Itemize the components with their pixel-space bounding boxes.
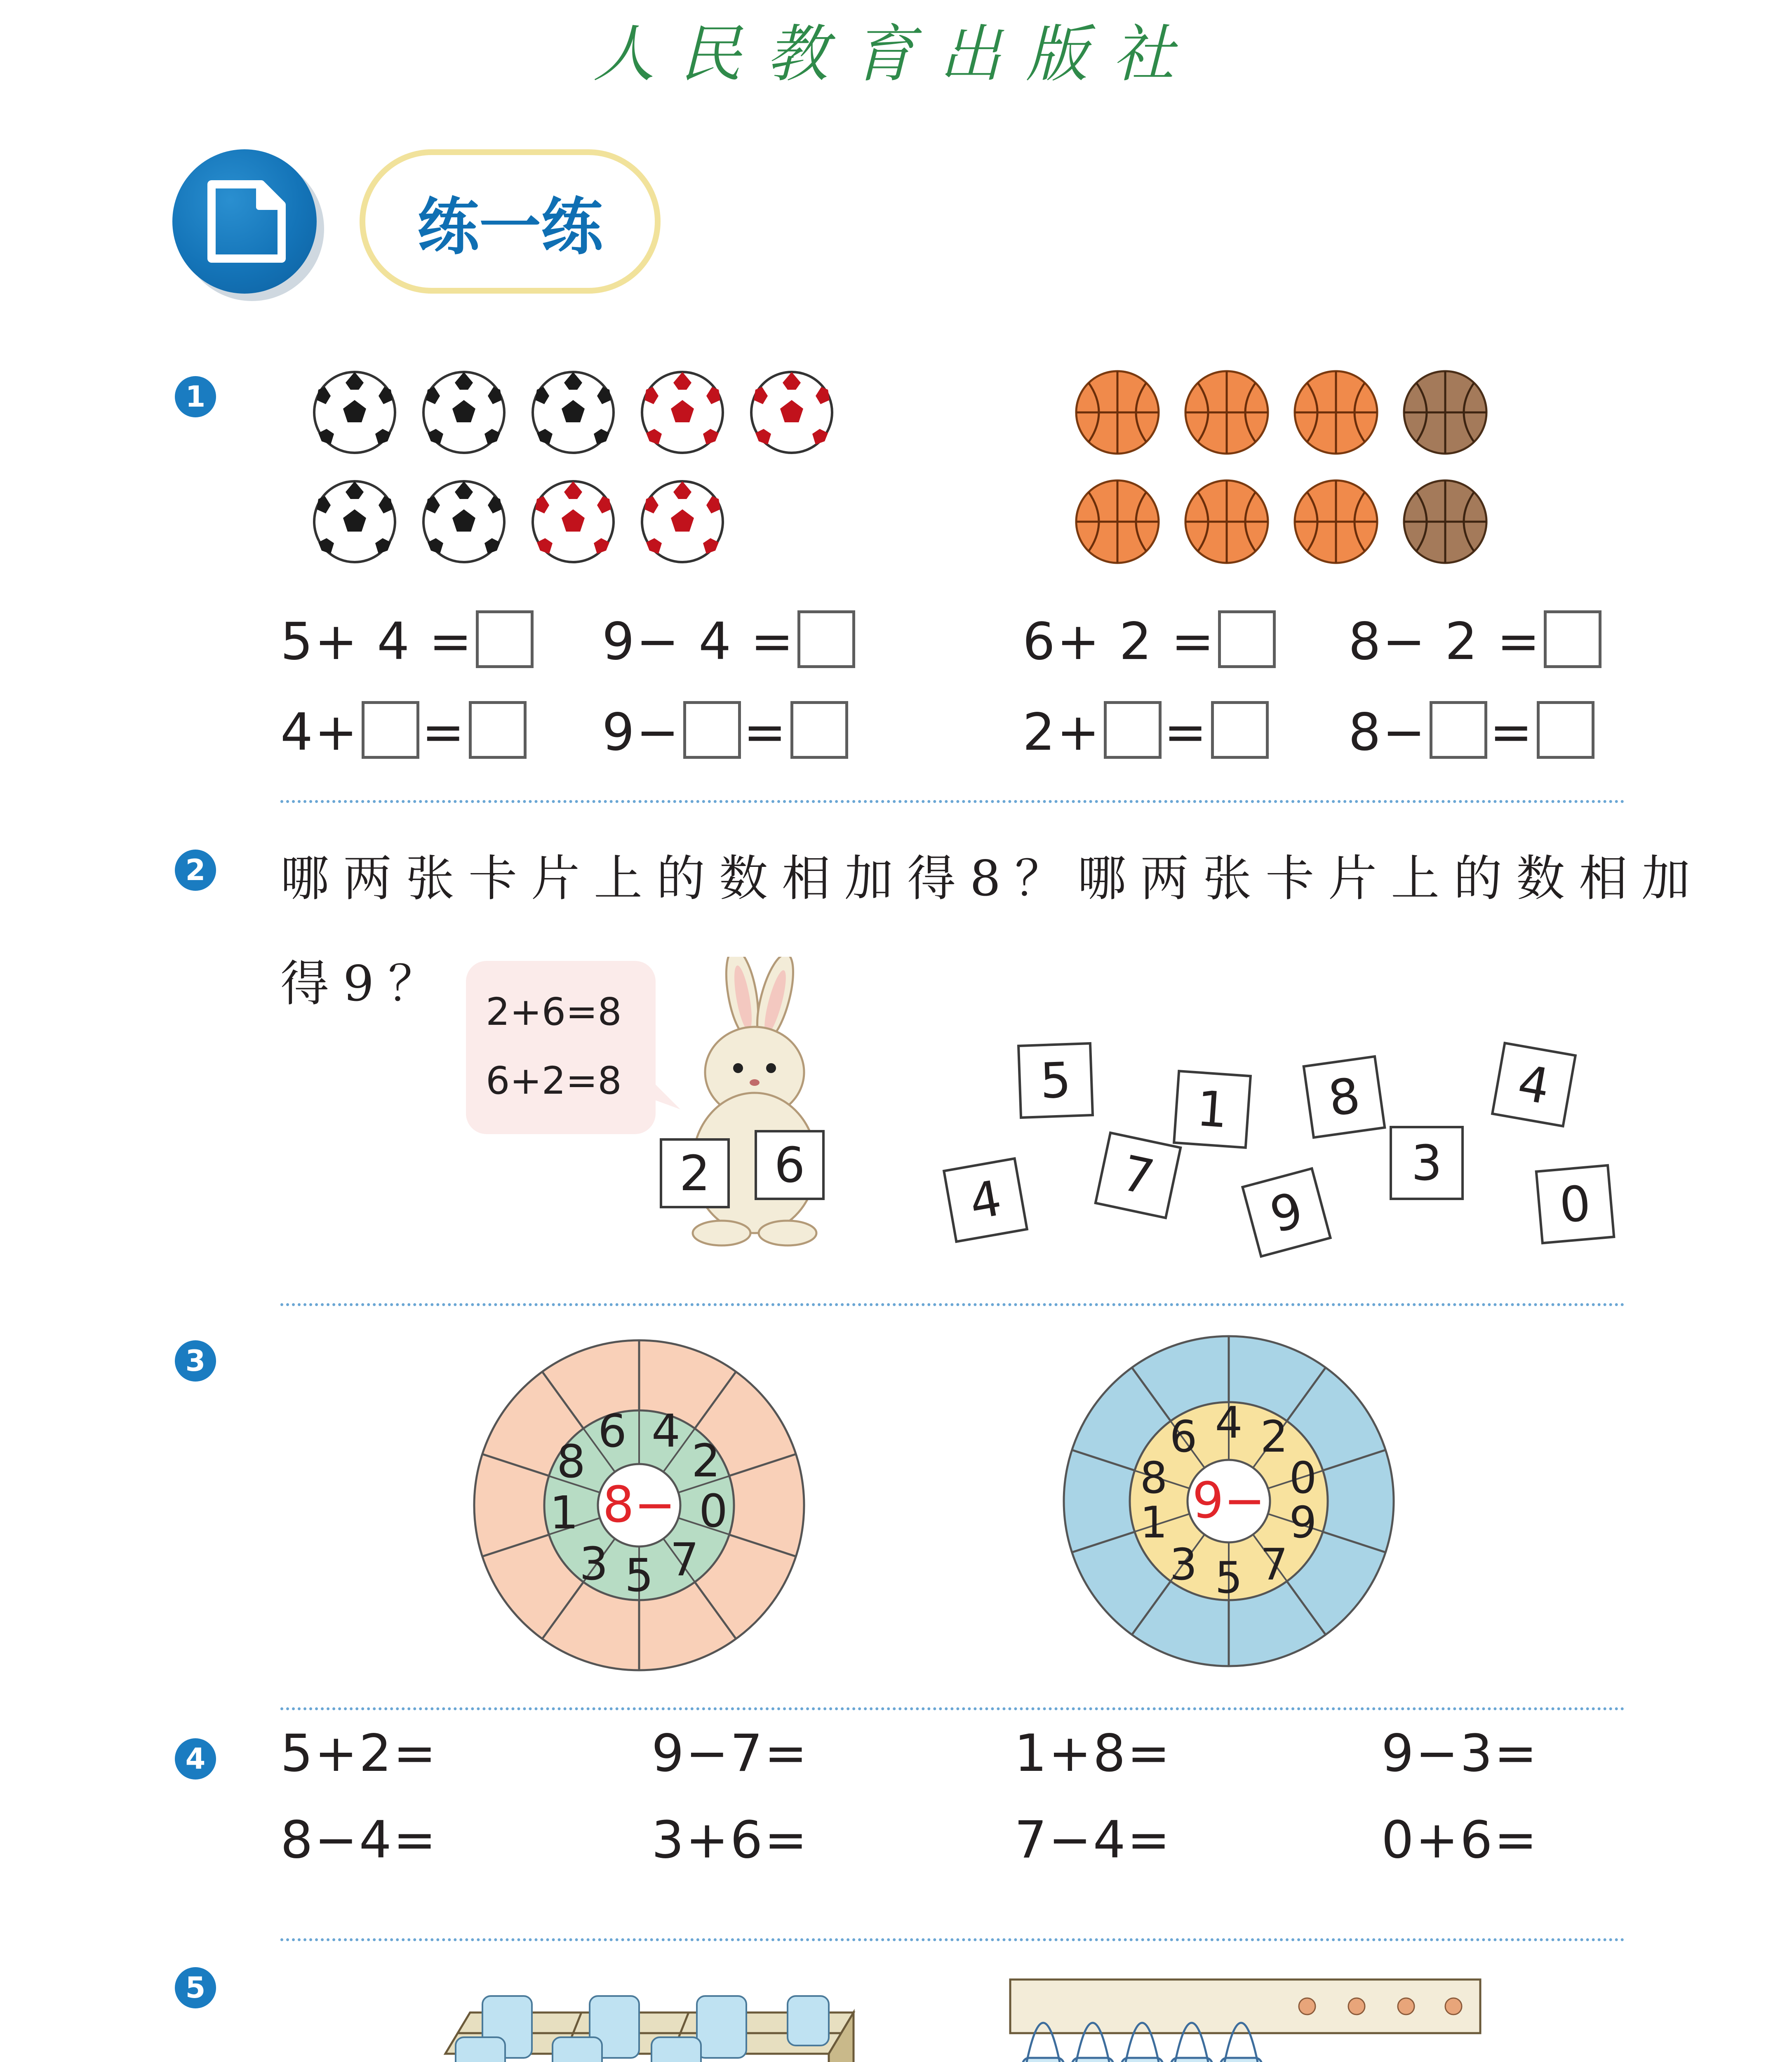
wheel2-number: 6 <box>1169 1412 1197 1462</box>
q1-equation-5: 4+ = <box>280 701 529 762</box>
glue-box-illustration <box>416 1988 862 2062</box>
publisher-header: 人民教育出版社 <box>593 19 1199 90</box>
document-icon <box>172 149 317 294</box>
number-card[interactable]: 1 <box>1173 1070 1252 1149</box>
bubble-equation-1: 2+6=8 <box>486 990 622 1034</box>
wheel2-number: 9 <box>1289 1497 1317 1548</box>
q4-equation: 0+6= <box>1381 1810 1539 1870</box>
wheel1-number: 7 <box>670 1533 699 1586</box>
rabbit-card: 6 <box>755 1130 825 1200</box>
wheel2-number: 7 <box>1260 1539 1288 1590</box>
q4-equation: 3+6= <box>651 1810 809 1870</box>
bubble-equation-2: 6+2=8 <box>486 1059 622 1103</box>
answer-box[interactable] <box>362 701 419 759</box>
q2-prompt-line-1: 哪两张卡片上的数相加得8？哪两张卡片上的数相加 <box>280 850 1705 907</box>
divider <box>280 1707 1625 1710</box>
divider <box>280 1303 1625 1306</box>
soccer-balls-illustration <box>289 355 1155 586</box>
wheel2-number: 5 <box>1215 1553 1243 1603</box>
answer-box[interactable] <box>469 701 527 759</box>
q4-equation: 5+2= <box>280 1724 438 1783</box>
wheel1-number: 4 <box>651 1405 680 1457</box>
answer-box[interactable] <box>1430 701 1487 759</box>
divider <box>280 800 1625 803</box>
wheel2-center: 9− <box>1192 1472 1265 1530</box>
rabbit-illustration <box>651 957 866 1254</box>
q1-equation-4: 8− 2 = <box>1348 610 1604 671</box>
number-card[interactable]: 8 <box>1302 1055 1386 1139</box>
q1-equation-1: 5+ 4 = <box>280 610 536 671</box>
wheel1-number: 1 <box>550 1486 579 1539</box>
answer-box[interactable] <box>790 701 848 759</box>
number-card[interactable]: 3 <box>1390 1126 1464 1200</box>
wheel1-number: 3 <box>579 1537 608 1590</box>
number-card[interactable]: 9 <box>1241 1167 1332 1258</box>
q4-equation: 9−3= <box>1381 1724 1539 1783</box>
number-card[interactable]: 7 <box>1094 1131 1182 1219</box>
wheel2-number: 1 <box>1140 1497 1168 1548</box>
answer-box[interactable] <box>476 610 534 668</box>
wheel1-center: 8− <box>602 1476 676 1534</box>
wheel2-number: 4 <box>1215 1398 1243 1448</box>
wheel1-number: 6 <box>598 1405 627 1457</box>
wheel1-number: 0 <box>699 1485 728 1537</box>
q4-equation: 7−4= <box>1014 1810 1172 1870</box>
q1-equation-7: 2+ = <box>1023 701 1271 762</box>
subtraction-wheel-8 <box>470 1336 808 1674</box>
exercise-section-icon <box>172 149 317 294</box>
question-2-badge: 2 <box>175 850 216 891</box>
subtraction-wheel-9 <box>1060 1332 1398 1670</box>
q1-equation-6: 9− = <box>602 701 851 762</box>
wheel2-number: 8 <box>1140 1453 1168 1503</box>
number-card[interactable]: 4 <box>943 1157 1029 1243</box>
basketballs-illustration <box>1056 355 1550 586</box>
wheel2-number: 3 <box>1169 1539 1197 1590</box>
q1-equation-2: 9− 4 = <box>602 610 858 671</box>
wheel2-number: 0 <box>1289 1453 1317 1503</box>
q1-equation-8: 8− = <box>1348 701 1597 762</box>
answer-box[interactable] <box>683 701 741 759</box>
question-5-badge: 5 <box>175 1967 216 2008</box>
wheel2-number: 2 <box>1260 1412 1288 1462</box>
number-card[interactable]: 4 <box>1491 1042 1577 1128</box>
number-card[interactable]: 5 <box>1017 1042 1094 1119</box>
question-4-badge: 4 <box>175 1738 216 1780</box>
number-card[interactable]: 0 <box>1535 1164 1615 1244</box>
divider <box>280 1938 1625 1941</box>
q2-prompt-line-2: 得9？ <box>280 955 451 1012</box>
speech-bubble <box>466 961 656 1134</box>
q4-equation: 1+8= <box>1014 1724 1172 1783</box>
wheel1-number: 8 <box>557 1435 586 1488</box>
question-3-badge: 3 <box>175 1340 216 1382</box>
wheel1-number: 2 <box>691 1434 720 1487</box>
answer-box[interactable] <box>1211 701 1269 759</box>
answer-box[interactable] <box>1104 701 1162 759</box>
rabbit-card: 2 <box>660 1138 730 1208</box>
question-1-badge: 1 <box>175 376 216 417</box>
cup-rack-illustration <box>1006 1975 1484 2062</box>
answer-box[interactable] <box>1218 610 1276 668</box>
q1-equation-3: 6+ 2 = <box>1023 610 1278 671</box>
q4-equation: 8−4= <box>280 1810 438 1870</box>
answer-box[interactable] <box>1537 701 1594 759</box>
section-title: 练一练 <box>360 149 661 294</box>
wheel1-number: 5 <box>625 1549 654 1602</box>
answer-box[interactable] <box>1544 610 1602 668</box>
answer-box[interactable] <box>797 610 855 668</box>
q4-equation: 9−7= <box>651 1724 809 1783</box>
